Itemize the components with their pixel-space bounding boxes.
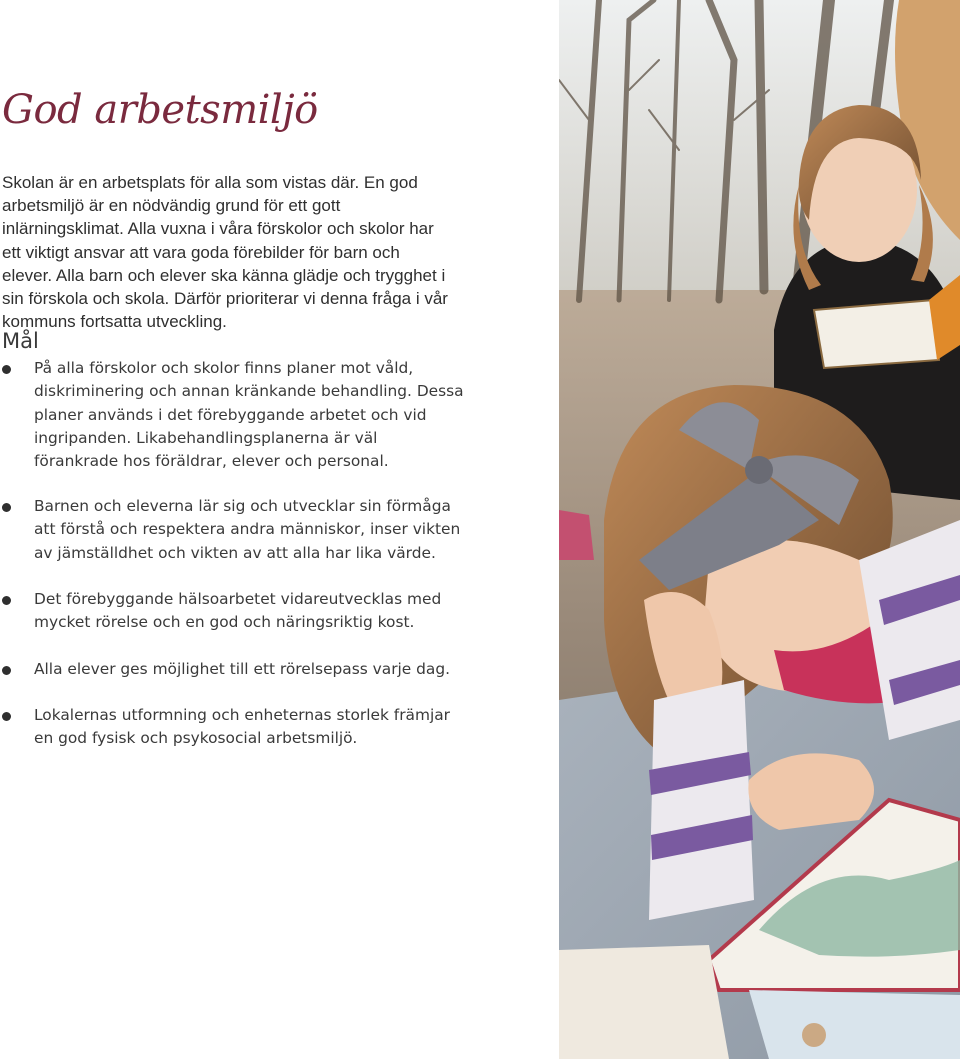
- goal-item: [2, 658, 472, 681]
- photo-children-reading: [559, 0, 960, 1059]
- intro-paragraph: Skolan är en arbetsplats för alla som vistas där. En god arbetsmiljö är en nödvändig grund för ett gott inlärningsklimat. Alla vuxna i våra förskolor och skolor har ett viktigt ansvar att vara goda förebilder för barn och elever. Alla barn och elever ska känna glädje och trygghet i sin förskola och skola. Därför prioriterar vi denna fråga i vår kommuns fortsatta utveckling.: [2, 173, 448, 332]
- goal-item: [2, 588, 472, 635]
- page-title: God arbetsmiljö: [2, 87, 318, 133]
- bullet-icon: [2, 596, 11, 605]
- goals-heading: Mål: [2, 329, 39, 353]
- goal-text: Barnen och eleverna lär sig och utvecklar sin förmåga att förstå och respektera andra människor, inser vikten av jämställdhet och vikten av att alla har lika värde.: [34, 497, 461, 562]
- bullet-icon: [2, 712, 11, 721]
- goal-text: På alla förskolor och skolor finns planer mot våld, diskriminering och annan kränkande behandling. Dessa planer används i det förebyggande arbetet och vid ingripanden. Likabehandlingsplanerna är väl förankrade hos föräldrar, elever och personal.: [34, 359, 464, 471]
- goal-text: Lokalernas utformning och enheternas storlek främjar en god fysisk och psykosocial arbetsmiljö.: [34, 706, 450, 748]
- bullet-icon: [2, 365, 11, 374]
- bullet-icon: [2, 666, 11, 675]
- photo-illustration: [559, 0, 960, 1059]
- goal-text: Alla elever ges möjlighet till ett rörelsepass varje dag.: [34, 660, 451, 678]
- goal-item: [2, 704, 472, 751]
- goal-item: [2, 357, 472, 473]
- goal-text: Det förebyggande hälsoarbetet vidareutvecklas med mycket rörelse och en god och näringsriktig kost.: [34, 590, 442, 632]
- goal-item: [2, 495, 472, 565]
- bullet-icon: [2, 503, 11, 512]
